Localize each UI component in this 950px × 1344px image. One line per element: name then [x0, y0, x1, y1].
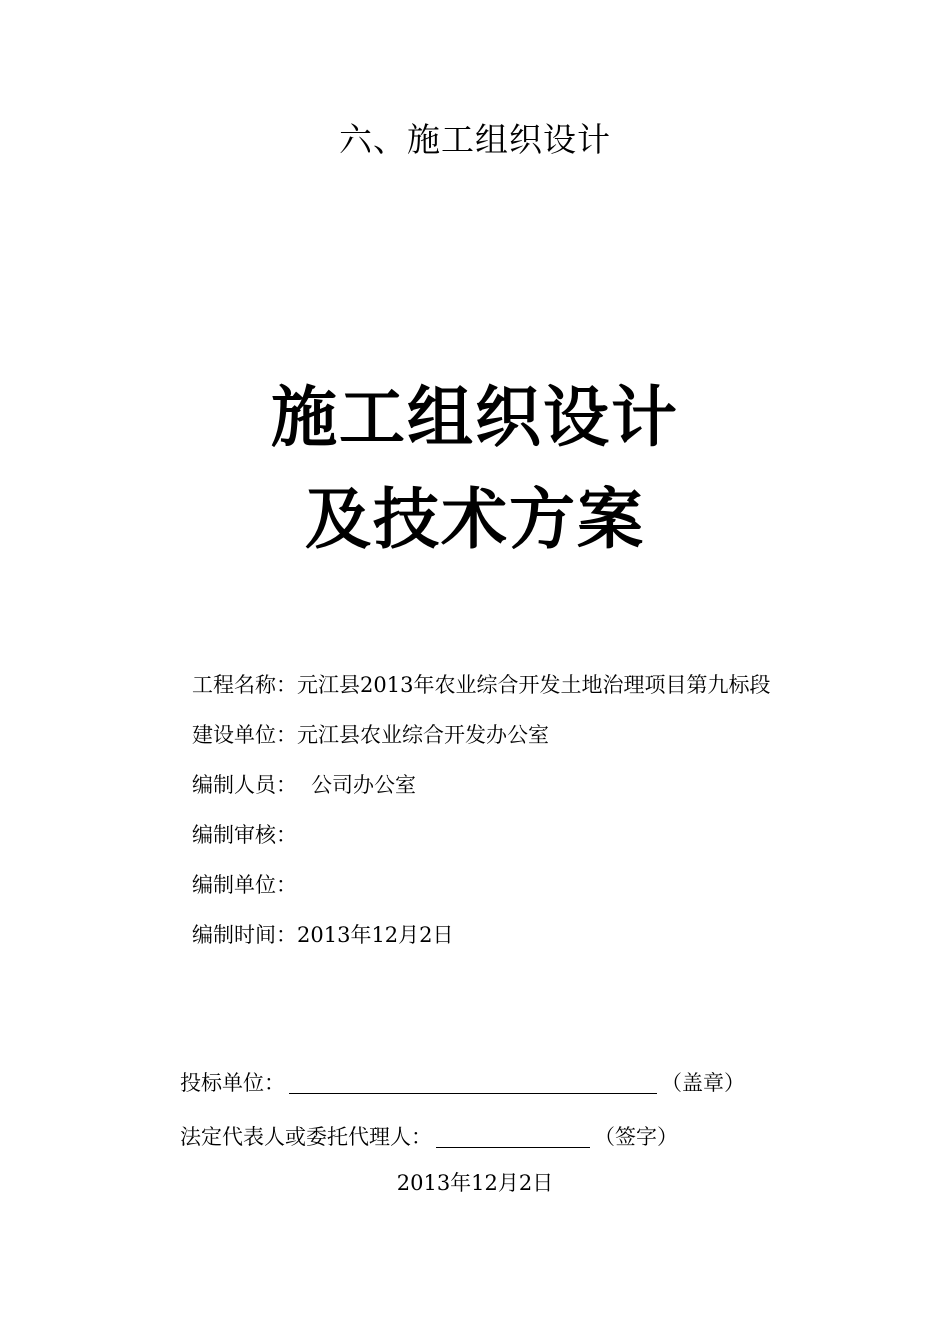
info-value: 2013年12月2日	[297, 923, 454, 947]
info-label: 工程名称：	[192, 673, 297, 697]
info-label: 建设单位：	[192, 723, 297, 747]
info-row-compiling-unit	[192, 868, 832, 918]
bidder-blank-line	[289, 1069, 657, 1094]
bidder-row	[180, 1066, 820, 1120]
info-value: 元江县农业综合开发办公室	[297, 723, 549, 747]
main-title-line-1: 施工组织设计	[271, 379, 679, 456]
representative-blank-line	[436, 1123, 590, 1148]
representative-label: 法定代表人或委托代理人：	[180, 1125, 432, 1149]
bidder-label: 投标单位：	[180, 1071, 285, 1095]
signature-block	[180, 1066, 820, 1174]
info-row-compile-date	[192, 918, 832, 968]
info-value: 元江县2013年农业综合开发土地治理项目第九标段	[297, 673, 771, 697]
info-row-reviewer	[192, 818, 832, 868]
info-row-construction-unit	[192, 718, 832, 768]
info-row-project-name	[192, 668, 832, 718]
main-title-line-2: 及技术方案	[305, 481, 645, 558]
project-info-block	[192, 668, 832, 968]
info-label: 编制时间：	[192, 923, 297, 947]
info-label: 编制单位：	[192, 873, 297, 897]
info-label: 编制人员：	[192, 773, 297, 797]
info-label: 编制审核：	[192, 823, 297, 847]
footer-date: 2013年12月2日	[396, 1171, 554, 1195]
signature-note: （签字）	[594, 1125, 678, 1149]
seal-note: （盖章）	[661, 1071, 745, 1095]
section-heading: 六、施工组织设计	[339, 120, 611, 159]
info-row-compiler	[192, 768, 832, 818]
info-value: 公司办公室	[311, 773, 416, 797]
